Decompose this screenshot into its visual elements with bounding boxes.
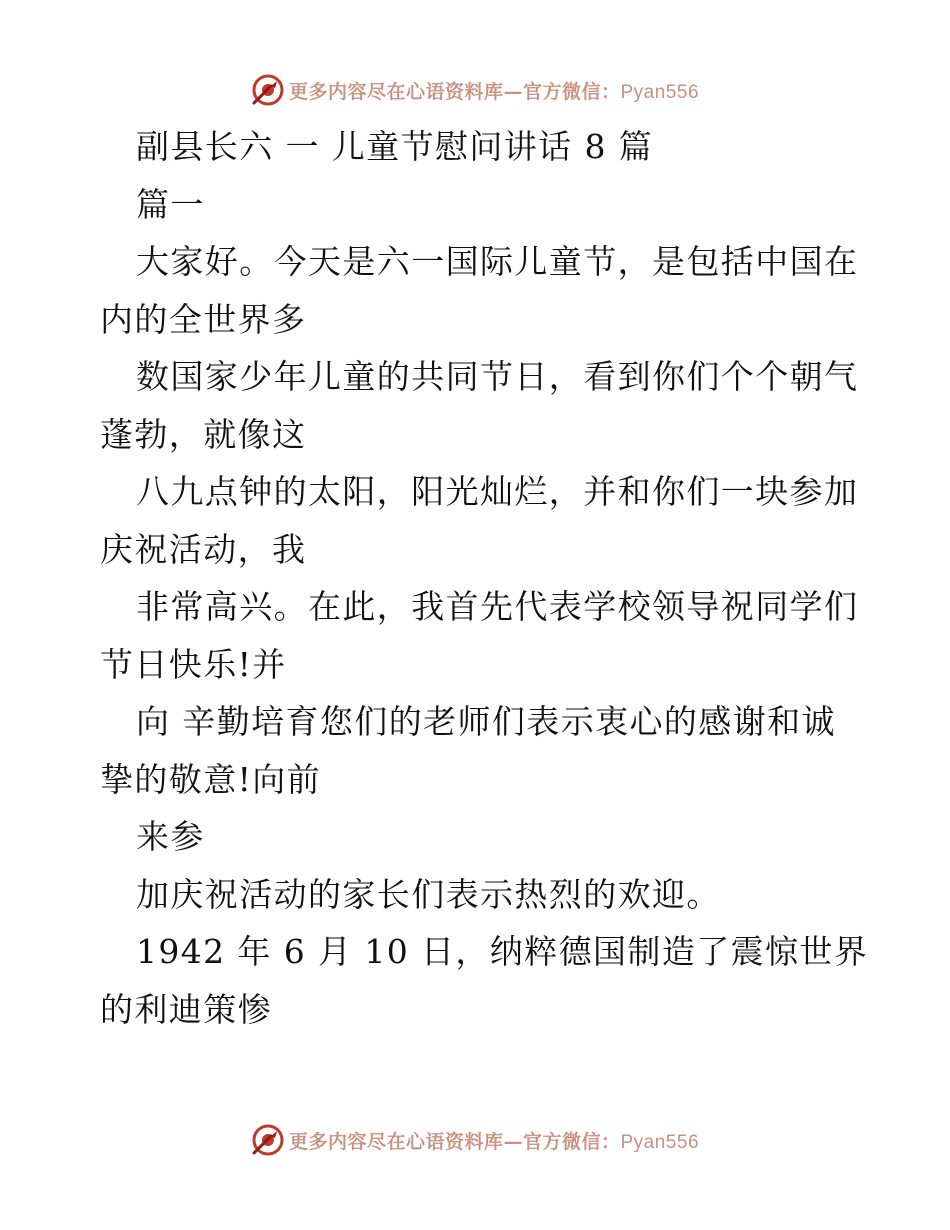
text-line: 内的全世界多 [100,299,307,339]
text-line: 蓬勃，就像这 [100,414,307,454]
text-line: 来参 [136,817,205,856]
text-line: 向 辛勤培育您们的老师们表示衷心的感谢和诚 [136,702,836,741]
watermark-text: 更多内容尽在心语资料库—官方微信：Pyan556 [288,80,700,103]
text-line: 非常高兴。在此，我首先代表学校领导祝同学们 [136,587,859,626]
text-line: 挚的敬意!向前 [100,759,322,799]
footer-watermark [0,1118,950,1162]
brand-logo-icon [251,1123,285,1157]
watermark-text: 更多内容尽在心语资料库—官方微信：Pyan556 [288,1130,700,1153]
brand-logo-icon [251,73,285,107]
text-line: 节日快乐!并 [100,644,287,684]
text-line: 的利迪策惨 [100,989,272,1029]
header-watermark [0,68,950,112]
text-line: 大家好。今天是六一国际儿童节，是包括中国在 [136,242,859,281]
document-body [100,118,869,1038]
watermark-account: Pyan556 [620,1131,700,1153]
text-line: 篇一 [136,184,205,224]
watermark-account: Pyan556 [620,81,700,103]
text-line: 八九点钟的太阳，阳光灿烂，并和你们一块参加 [136,472,859,511]
text-line: 加庆祝活动的家长们表示热烈的欢迎。 [136,874,721,914]
text-line: 庆祝活动，我 [100,529,307,569]
document-title: 副县长六 一 儿童节慰问讲话 8 篇 [136,127,654,166]
text-line: 数国家少年儿童的共同节日，看到你们个个朝气 [136,357,859,396]
text-line: 1942 年 6 月 10 日，纳粹德国制造了震惊世界 [136,932,869,971]
